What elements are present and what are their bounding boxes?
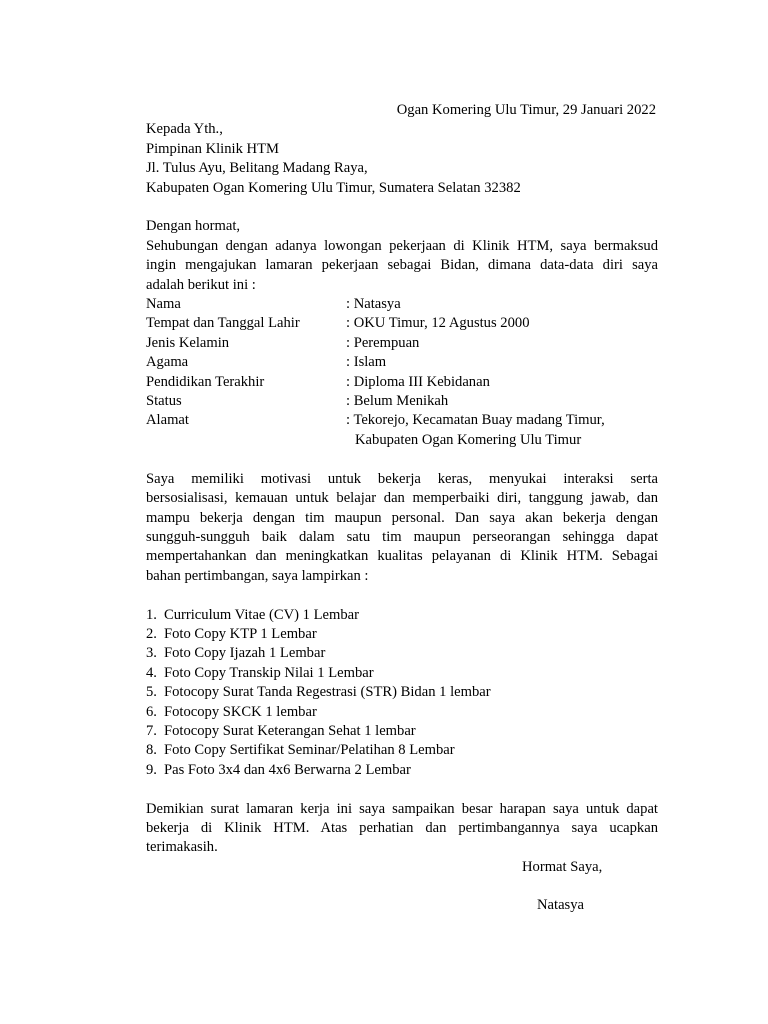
data-label: Agama [146,354,189,371]
list-item [146,664,658,683]
greeting: Dengan hormat, [146,218,241,235]
list-text: Pas Foto 3x4 dan 4x6 Berwarna 2 Lembar [164,761,411,778]
list-number: 5. [146,684,157,701]
list-number: 9. [146,761,157,778]
paragraph-line: bekerja di Klinik HTM. Atas perhatian dan pertimbangannya saya ucapkan [146,819,658,836]
list-item [146,761,658,780]
paragraph-line: Sehubungan dengan adanya lowongan pekerjaan di Klinik HTM, saya bermaksud [146,237,658,254]
recipient-block [146,120,658,198]
paragraph-line: mempertahankan dan meningkatkan kualitas pelayanan di Klinik HTM. Sebagai [146,548,658,565]
data-value: : Belum Menikah [346,393,449,410]
list-text: Fotocopy SKCK 1 lembar [164,703,317,720]
attachment-list [146,606,658,781]
personal-data-table [146,295,658,450]
paragraph-line: bahan pertimbangan, saya lampirkan : [146,567,369,584]
data-value: : Perempuan [346,334,420,351]
data-label: Tempat dan Tanggal Lahir [146,315,300,332]
list-item [146,606,658,625]
paragraph-line: mampu bekerja dengan tim maupun personal. Dan saya akan bekerja dengan [146,509,658,526]
data-value: : Diploma III Kebidanan [346,373,490,390]
intro-paragraph [146,237,658,295]
data-row-birth [146,314,658,333]
paragraph-line: Demikian surat lamaran kerja ini saya sampaikan besar harapan saya untuk dapat [146,800,658,817]
paragraph-line: terimakasih. [146,839,218,856]
list-text: Fotocopy Surat Tanda Regestrasi (STR) Bidan 1 lembar [164,684,491,701]
data-row-gender [146,334,658,353]
motivation-paragraph [146,470,658,586]
list-text: Foto Copy Transkip Nilai 1 Lembar [164,664,374,681]
list-text: Foto Copy Ijazah 1 Lembar [164,645,326,662]
recipient-line: Pimpinan Klinik HTM [146,140,279,157]
data-label: Pendidikan Terakhir [146,373,265,390]
paragraph-line: Saya memiliki motivasi untuk bekerja keras, menyukai interaksi serta [146,470,658,487]
data-label: Status [146,393,182,410]
data-value-wrapper [346,411,658,450]
list-item [146,703,658,722]
letter-date: Ogan Komering Ulu Timur, 29 Januari 2022 [396,102,656,118]
spacer [146,198,658,217]
data-row-name [146,295,658,314]
data-value: : OKU Timur, 12 Agustus 2000 [346,315,530,332]
recipient-line: Jl. Tulus Ayu, Belitang Madang Raya, [146,160,368,177]
list-number: 2. [146,625,157,642]
data-row-status [146,392,658,411]
list-item [146,741,658,760]
paragraph-line: bersosialisasi, kemauan untuk belajar dan memperbaiki diri, tanggung jawab, dan [146,490,658,507]
spacer [146,586,658,605]
list-text: Curriculum Vitae (CV) 1 Lembar [164,606,360,623]
data-value: : Natasya [346,296,401,313]
data-label: Nama [146,296,181,313]
data-row-education [146,373,658,392]
paragraph-line: ingin mengajukan lamaran pekerjaan sebagai Bidan, dimana data-data diri saya [146,257,658,274]
data-value: : Islam [346,354,387,371]
list-text: Foto Copy Sertifikat Seminar/Pelatihan 8 Lembar [164,742,455,759]
paragraph-line: sungguh-sungguh baik dalam satu tim maupun perseorangan sehingga dapat [146,528,658,545]
signer-name: Natasya [537,896,585,913]
data-label: Jenis Kelamin [146,334,230,351]
data-row-address [146,411,658,450]
list-number: 4. [146,664,157,681]
paragraph-line: adalah berikut ini : [146,276,256,293]
list-text: Foto Copy KTP 1 Lembar [164,625,317,642]
list-number: 1. [146,606,157,623]
closing-paragraph [146,800,658,858]
data-value-continuation: Kabupaten Ogan Komering Ulu Timur [355,431,582,448]
list-number: 6. [146,703,157,720]
list-number: 8. [146,742,157,759]
data-row-religion [146,353,658,372]
list-number: 7. [146,722,157,739]
list-item [146,644,658,663]
list-number: 3. [146,645,157,662]
list-item [146,722,658,741]
signature-block [146,858,658,916]
data-value: : Tekorejo, Kecamatan Buay madang Timur, [346,412,605,429]
list-item [146,683,658,702]
letter-body [146,101,658,916]
list-item [146,625,658,644]
list-text: Fotocopy Surat Keterangan Sehat 1 lembar [164,722,416,739]
recipient-line: Kepada Yth., [146,121,223,138]
sign-off: Hormat Saya, [522,858,603,875]
spacer [146,780,658,799]
recipient-line: Kabupaten Ogan Komering Ulu Timur, Sumatera Selatan 32382 [146,179,521,196]
spacer [146,450,658,469]
data-label: Alamat [146,412,189,429]
